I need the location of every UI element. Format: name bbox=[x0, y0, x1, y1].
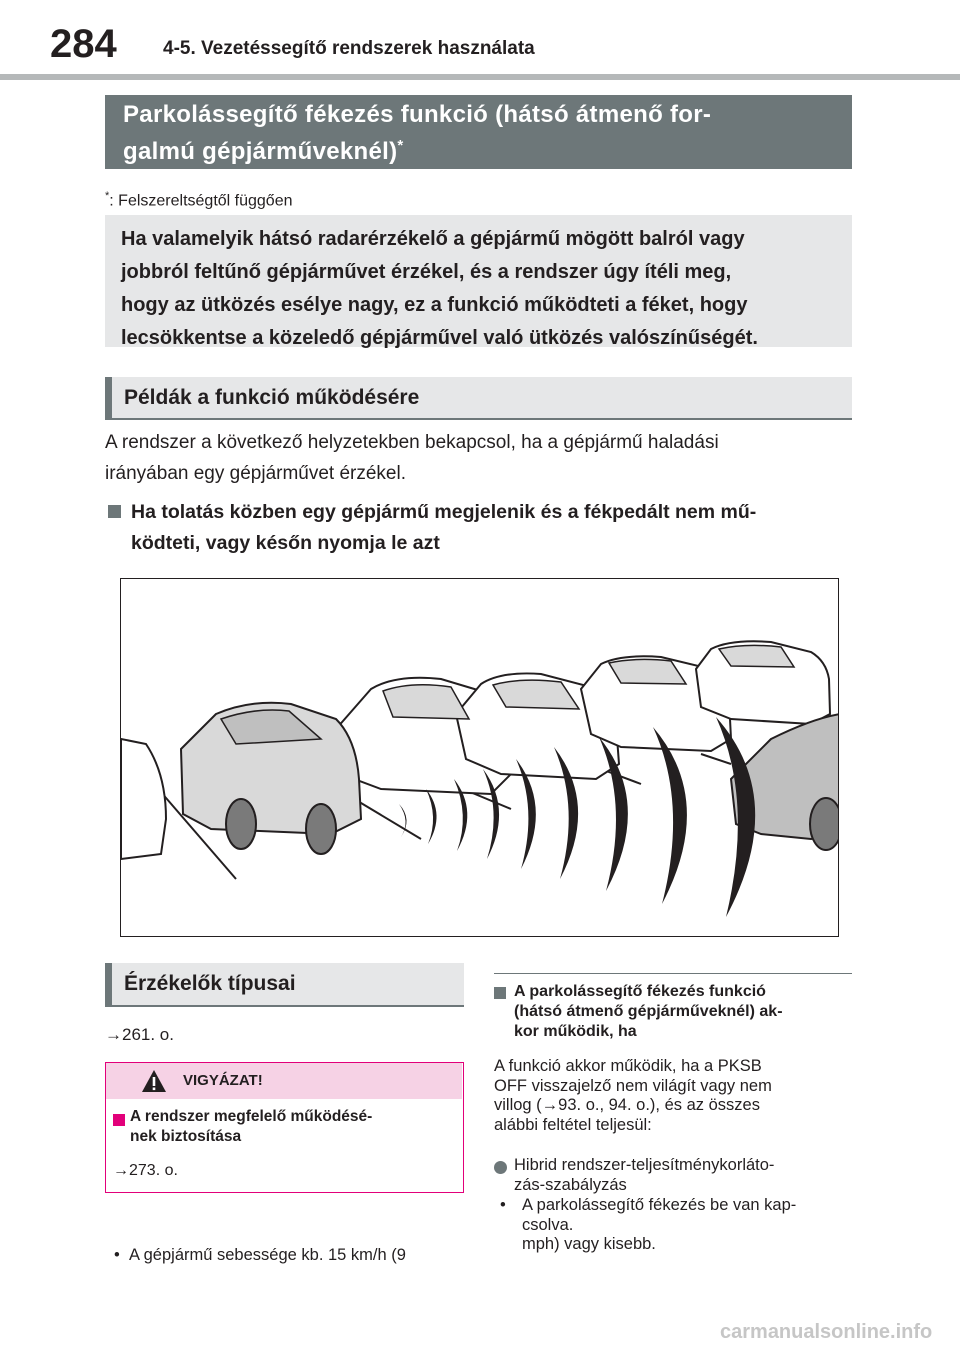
caution-subheading-line: nek biztosítása bbox=[130, 1128, 242, 1145]
footnote-marker: * bbox=[105, 190, 110, 202]
intro-line: Ha valamelyik hátsó radarérzékelő a gépjármű mögött balról vagy bbox=[121, 228, 745, 250]
footnote bbox=[105, 186, 293, 211]
operation-paragraph-line: alábbi feltétel teljesül: bbox=[494, 1115, 652, 1134]
condition-heading bbox=[131, 497, 853, 559]
operation-heading-line: A parkolássegítő fékezés funkció bbox=[514, 983, 766, 1000]
caution-subheading bbox=[130, 1107, 455, 1147]
hybrid-condition-line: Hibrid rendszer-teljesítménykorláto- bbox=[514, 1156, 775, 1174]
speed-condition bbox=[114, 1245, 406, 1265]
caution-subheading-line: A rendszer megfelelő működésé- bbox=[130, 1108, 373, 1125]
footnote-text: : Felszereltségtől függően bbox=[109, 192, 293, 210]
operation-paragraph-line: A funkció akkor működik, ha a PKSB bbox=[494, 1057, 762, 1075]
operation-paragraph-line: villog (→93. o., 94. o.), és az összes bbox=[494, 1096, 760, 1114]
warning-triangle-icon bbox=[141, 1069, 167, 1093]
operation-heading-line: (hátsó átmenő gépjárműveknél) ak- bbox=[514, 1003, 783, 1020]
parking-condition-bullet: • bbox=[500, 1196, 506, 1214]
title-footnote-marker: * bbox=[397, 137, 404, 154]
section-title-line-2 bbox=[123, 130, 834, 167]
caution-square-bullet bbox=[113, 1114, 125, 1126]
operation-paragraph-line: OFF visszajelző nem világít vagy nem bbox=[494, 1076, 772, 1095]
examples-body-line: irányában egy gépjárművet érzékel. bbox=[105, 463, 407, 484]
sensor-page-reference: →261. o. bbox=[105, 1025, 174, 1044]
caution-page-reference: →273. o. bbox=[113, 1162, 178, 1179]
parking-condition bbox=[522, 1196, 852, 1255]
examples-body bbox=[105, 427, 852, 489]
operation-heading-line: kor működik, ha bbox=[514, 1023, 637, 1040]
condition-heading-line: Ha tolatás közben egy gépjármű megjelenik és a fékpedált nem mű- bbox=[131, 501, 757, 523]
sensor-heading-rule bbox=[105, 1005, 464, 1007]
round-bullet bbox=[494, 1161, 507, 1174]
hybrid-condition bbox=[514, 1156, 854, 1195]
condition-heading-line: ködteti, vagy későn nyomja le azt bbox=[131, 532, 440, 554]
sensor-types-heading: Érzékelők típusai bbox=[105, 963, 464, 1005]
parking-condition-line: csolva. bbox=[522, 1215, 574, 1234]
examples-body-line: A rendszer a következő helyzetekben bekapcsol, ha a gépjármű haladási bbox=[105, 432, 719, 453]
right-square-bullet bbox=[494, 987, 506, 999]
parking-lot-drawing bbox=[121, 579, 839, 937]
intro-line: hogy az ütközés esélye nagy, ez a funkció működteti a féket, hogy bbox=[121, 294, 748, 316]
examples-heading-rule bbox=[105, 418, 852, 420]
chapter-title: 4-5. Vezetéssegítő rendszerek használata bbox=[163, 38, 535, 59]
condition-square-bullet bbox=[108, 505, 121, 518]
speed-text: A gépjármű sebessége kb. 15 km/h (9 bbox=[128, 1246, 406, 1264]
header-divider bbox=[0, 74, 960, 80]
page-number: 284 bbox=[50, 22, 117, 66]
section-title-line-1: Parkolássegítő fékezés funkció (hátsó átmenő for- bbox=[123, 101, 712, 128]
section-title-line-2-text: galmú gépjárműveknél) bbox=[123, 138, 398, 165]
caution-header bbox=[106, 1063, 462, 1099]
parking-condition-line: A parkolássegítő fékezés be van kap- bbox=[522, 1196, 797, 1214]
operation-heading bbox=[514, 982, 854, 1042]
speed-bullet: • bbox=[114, 1246, 120, 1264]
examples-heading: Példák a funkció működésére bbox=[105, 377, 852, 419]
caution-box bbox=[105, 1062, 464, 1193]
operation-paragraph bbox=[494, 1057, 844, 1135]
parking-condition-line: mph) vagy kisebb. bbox=[522, 1235, 656, 1253]
hybrid-condition-line: zás-szabályzás bbox=[514, 1175, 627, 1194]
caution-title: VIGYÁZAT! bbox=[183, 1072, 263, 1089]
intro-line: jobbról feltűnő gépjárművet érzékel, és a rendszer úgy ítéli meg, bbox=[121, 261, 732, 283]
intro-box bbox=[105, 215, 852, 347]
parking-illustration bbox=[120, 578, 839, 937]
section-title bbox=[105, 95, 852, 169]
intro-line: lecsökkentse a közeledő gépjárművel való ütközés valószínűségét. bbox=[121, 327, 758, 349]
right-column-rule bbox=[494, 973, 852, 974]
watermark: carmanualsonline.info bbox=[720, 1321, 933, 1343]
